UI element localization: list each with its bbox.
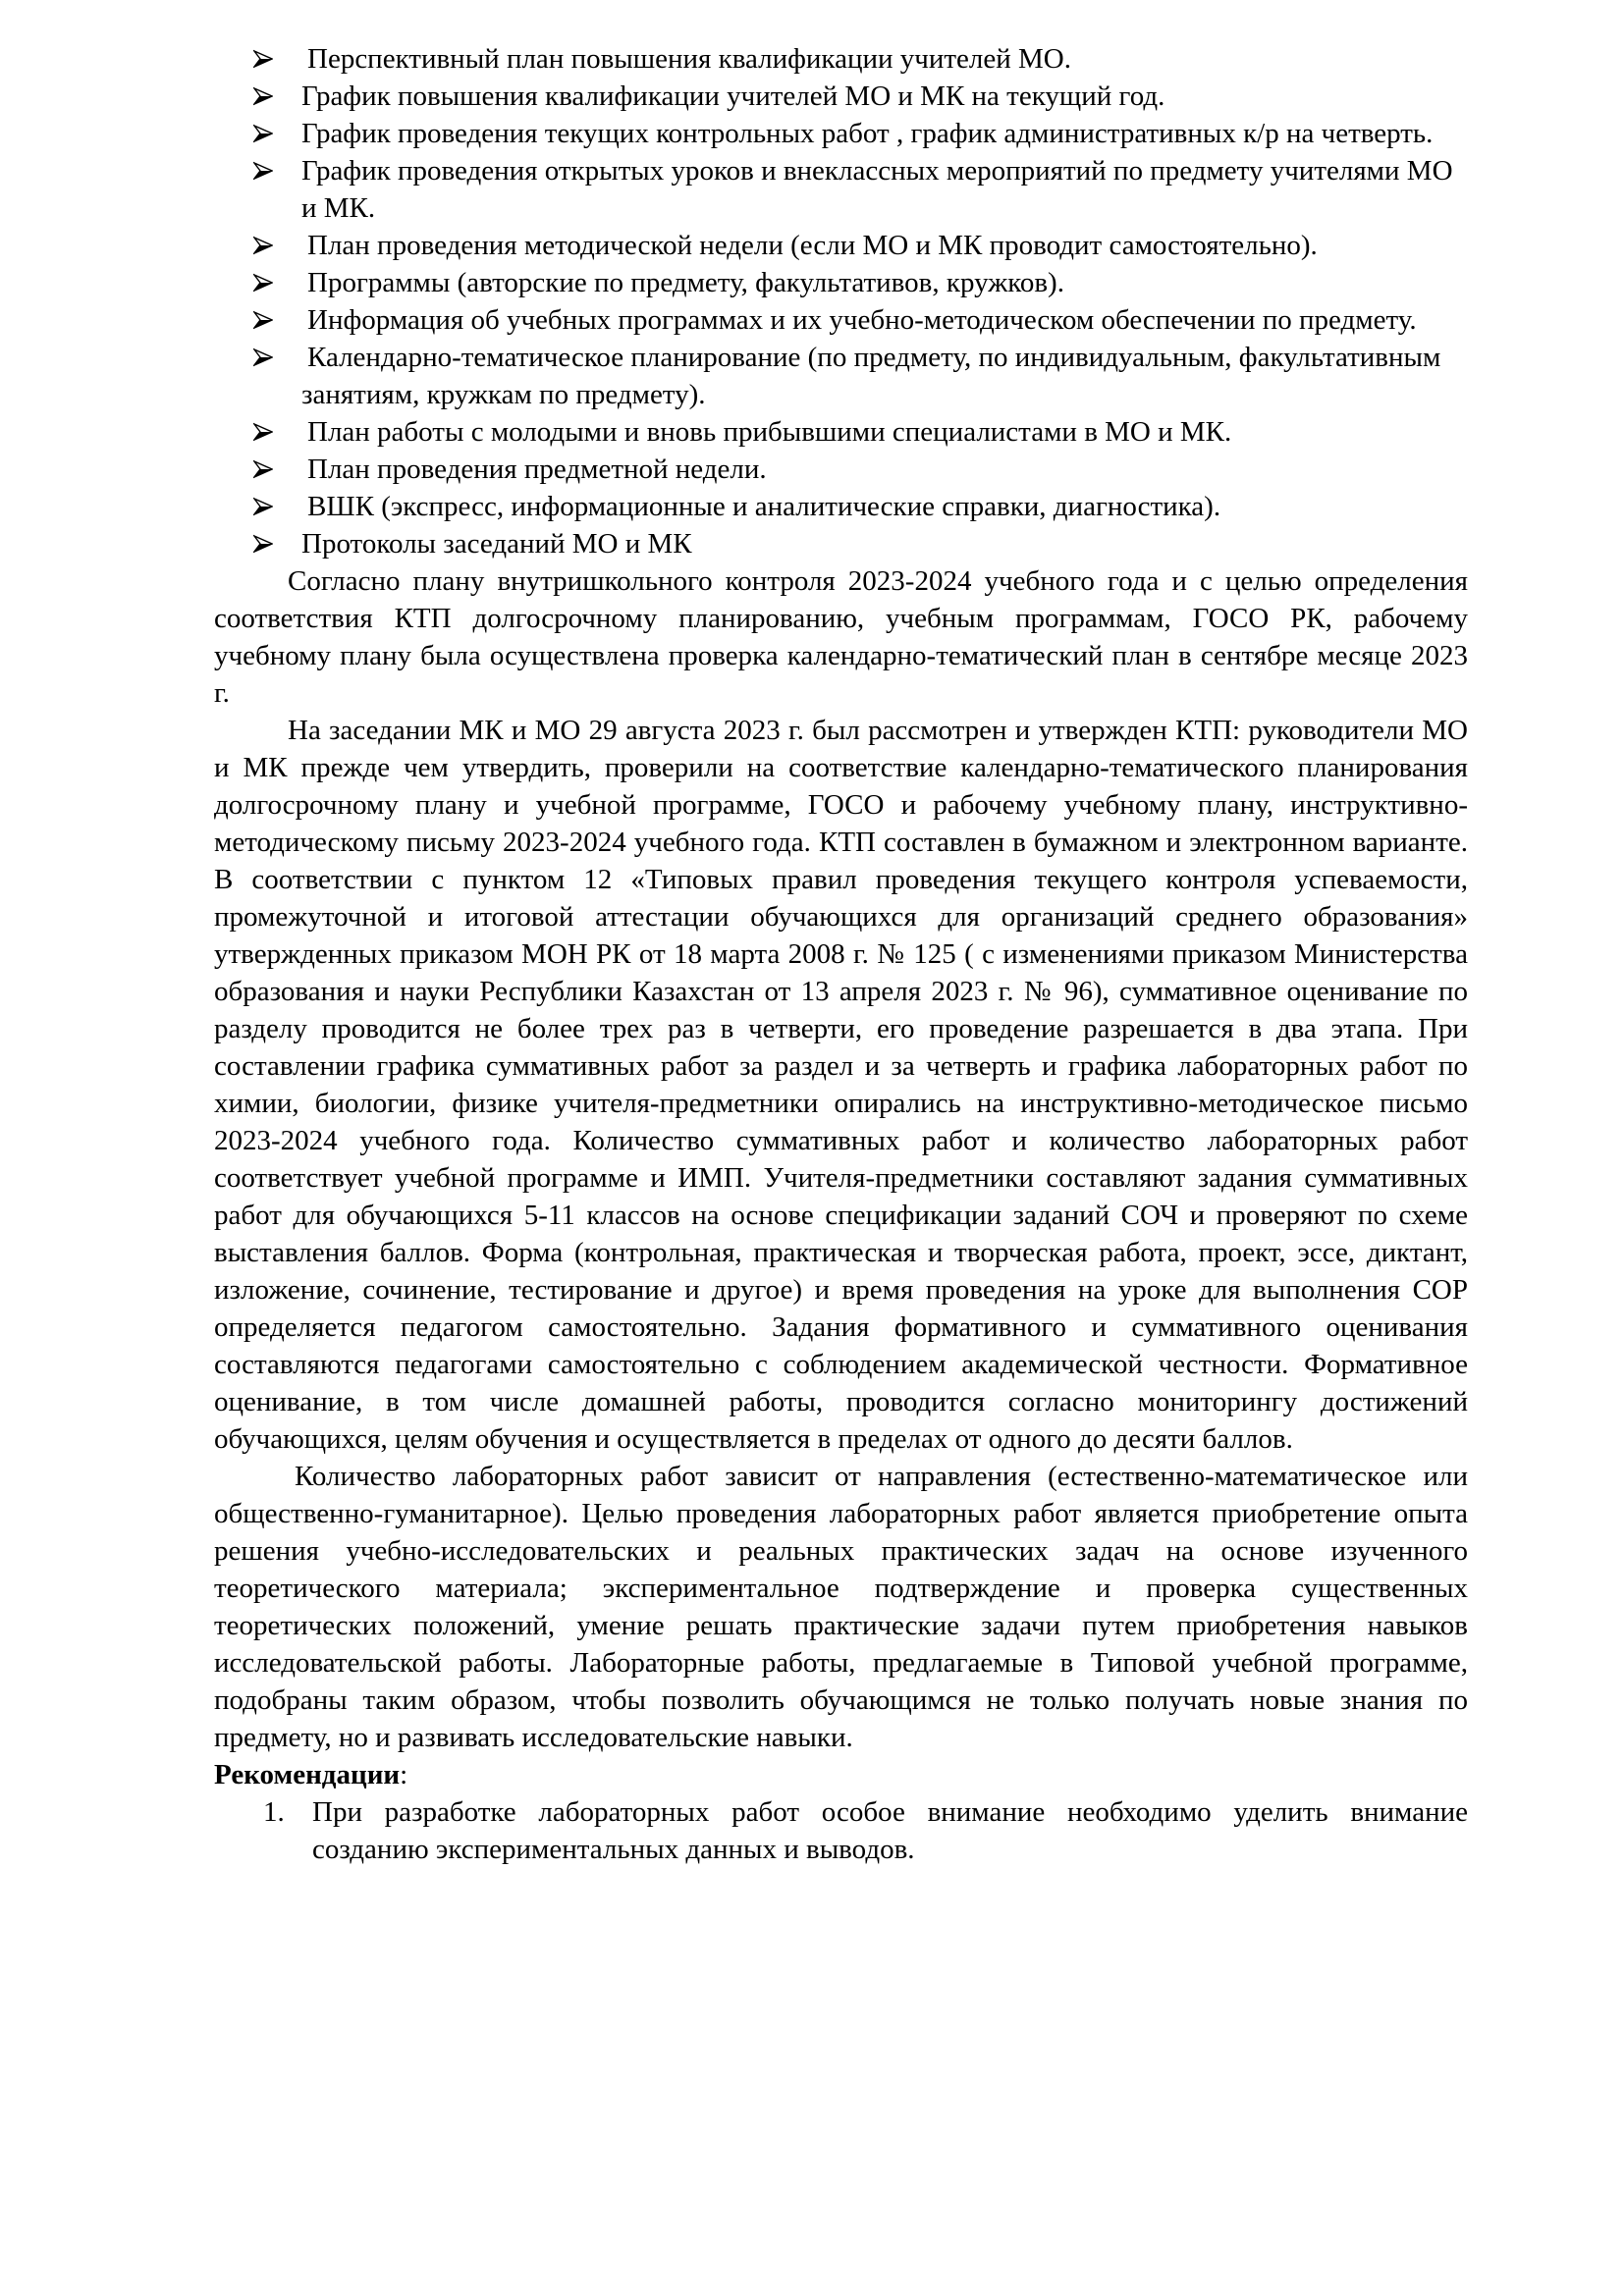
list-item	[214, 301, 1468, 339]
list-item-text: График проведения текущих контрольных работ , график административных к/р на четверть.	[301, 118, 1434, 149]
arrowhead-bullet-icon	[253, 115, 277, 152]
list-item-text: Календарно-тематическое планирование (по предмету, по индивидуальным, факультативным занятиям, кружкам по предмету).	[301, 342, 1441, 410]
list-item-text: Протоколы заседаний МО и МК	[301, 528, 692, 560]
list-item	[214, 413, 1468, 451]
arrowhead-bullet-icon	[253, 152, 277, 189]
paragraph-ktp-approval: На заседании МК и МО 29 августа 2023 г. был рассмотрен и утвержден КТП: руководители МО и МК прежде чем утвердить, проверили на соответствие календарно-тематического планирования долгосрочному плану и учебной программе, ГОСО и рабочему учебному плану, инструктивно-методическому письму 2023-2024 учебного года. КТП составлен в бумажном и электронном варианте. В соответствии с пунктом 12 «Типовых правил проведения текущего контроля успеваемости, промежуточной и итоговой аттестации обучающихся для организаций среднего образования» утвержденных приказом МОН РК от 18 марта 2008 г. № 125 ( с изменениями приказом Министерства образования и науки Республики Казахстан от 13 апреля 2023 г. № 96), суммативное оценивание по разделу проводится не более трех раз в четверти, его проведение разрешается в два этапа. При составлении графика суммативных работ за раздел и за четверть и графика лабораторных работ по химии, биологии, физике учителя-предметники опирались на инструктивно-методическое письмо 2023-2024 учебного года. Количество суммативных работ и количество лабораторных работ соответствует учебной программе и ИМП. Учителя-предметники составляют задания суммативных работ для обучающихся 5-11 классов на основе спецификации заданий СОЧ и проверяют по схеме выставления баллов. Форма (контрольная, практическая и творческая работа, проект, эссе, диктант, изложение, сочинение, тестирование и другое) и время проведения на уроке для выполнения СОР определяется педагогом самостоятельно. Задания формативного и суммативного оценивания составляются педагогами самостоятельно с соблюдением академической честности. Формативное оценивание, в том числе домашней работы, проводится согласно мониторингу достижений обучающихся, целям обучения и осуществляется в пределах от одного до десяти баллов.	[214, 715, 1468, 1455]
list-item	[214, 451, 1468, 488]
list-item	[214, 339, 1468, 413]
arrowhead-bullet-icon	[253, 227, 277, 264]
arrowhead-bullet-icon	[253, 413, 277, 451]
arrowhead-bullet-icon	[253, 451, 277, 488]
list-item	[214, 40, 1468, 78]
document-body	[214, 40, 1468, 1868]
arrowhead-bullet-icon	[253, 525, 277, 562]
list-item	[214, 488, 1468, 525]
list-item-text: Программы (авторские по предмету, факультативов, кружков).	[307, 267, 1064, 298]
arrowhead-bullet-icon	[253, 78, 277, 115]
list-item-text: График проведения открытых уроков и внеклассных мероприятий по предмету учителями МО и МК.	[301, 155, 1453, 224]
list-item-text: ВШК (экспресс, информационные и аналитические справки, диагностика).	[307, 491, 1221, 522]
list-item-text: План работы с молодыми и вновь прибывшими специалистами в МО и МК.	[307, 416, 1232, 448]
list-item-text: График повышения квалификации учителей МО и МК на текущий год.	[301, 80, 1165, 112]
recommendation-text: При разработке лабораторных работ особое внимание необходимо уделить внимание созданию экспериментальных данных и выводов.	[312, 1796, 1468, 1865]
list-item	[214, 115, 1468, 152]
recommendations-heading	[214, 1756, 1468, 1793]
recommendation-item	[214, 1793, 1468, 1868]
document-checklist	[214, 40, 1468, 562]
paragraph-ktp-inspection: Согласно плану внутришкольного контроля 2023-2024 учебного года и с целью определения соответствия КТП долгосрочному планированию, учебным программам, ГОСО РК, рабочему учебному плану была осуществлена проверка календарно-тематический план в сентябре месяце 2023 г.	[214, 565, 1468, 709]
list-item	[214, 152, 1468, 227]
arrowhead-bullet-icon	[253, 264, 277, 301]
list-item	[214, 78, 1468, 115]
list-item	[214, 264, 1468, 301]
paragraph-lab-works: Количество лабораторных работ зависит от направления (естественно-математическое или общественно-гуманитарное). Целью проведения лабораторных работ является приобретение опыта решения учебно-исследовательских и реальных практических задач на основе изученного теоретического материала; экспериментальное подтверждение и проверка существенных теоретических положений, умение решать практические задачи путем приобретения навыков исследовательской работы. Лабораторные работы, предлагаемые в Типовой учебной программе, подобраны таким образом, чтобы позволить обучающимся не только получать новые знания по предмету, но и развивать исследовательские навыки.	[214, 1461, 1468, 1753]
arrowhead-bullet-icon	[253, 488, 277, 525]
arrowhead-bullet-icon	[253, 40, 277, 78]
arrowhead-bullet-icon	[253, 301, 277, 339]
list-item	[214, 227, 1468, 264]
recommendations-heading-colon: :	[400, 1759, 408, 1790]
list-item-text: План проведения предметной недели.	[307, 454, 767, 485]
list-item	[214, 525, 1468, 562]
recommendations-list	[214, 1793, 1468, 1868]
arrowhead-bullet-icon	[253, 339, 277, 376]
list-item-text: План проведения методической недели (если МО и МК проводит самостоятельно).	[307, 230, 1318, 261]
recommendations-heading-text: Рекомендации	[214, 1759, 401, 1790]
recommendation-number: 1.	[263, 1796, 285, 1828]
list-item-text: Перспективный план повышения квалификации учителей МО.	[307, 43, 1072, 75]
list-item-text: Информация об учебных программах и их учебно-методическом обеспечении по предмету.	[307, 304, 1417, 336]
